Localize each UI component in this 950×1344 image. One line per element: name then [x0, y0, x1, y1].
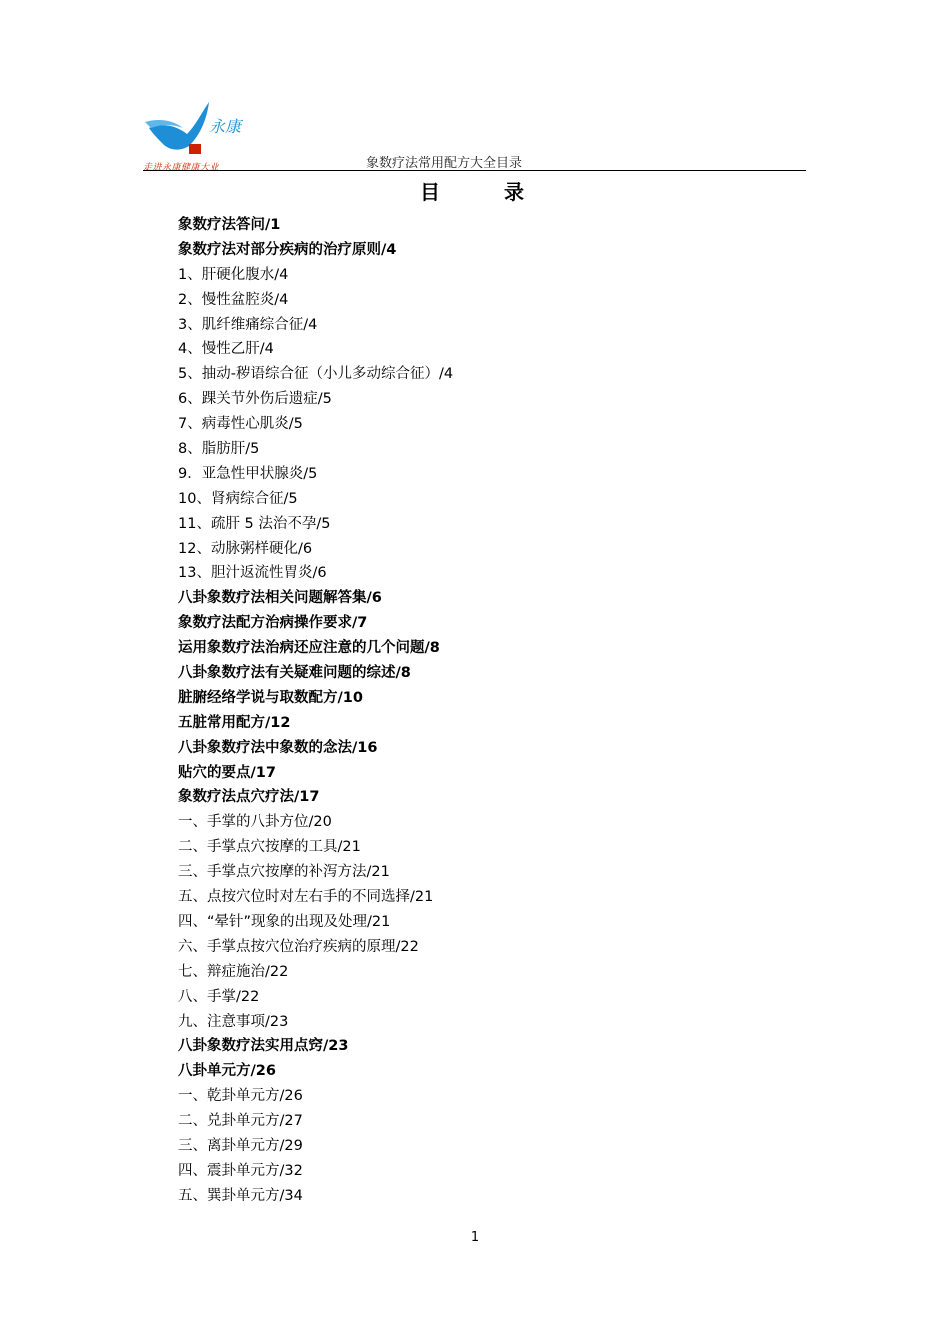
- toc-heading: [420, 176, 524, 205]
- toc-section-entry[interactable]: 八卦象数疗法实用点窍/23: [178, 1038, 349, 1055]
- toc-heading-part-2: 录: [504, 180, 524, 204]
- toc-subentry[interactable]: 七、辩症施治/22: [178, 963, 289, 980]
- toc-subentry[interactable]: 13、胆汁返流性胃炎/6: [178, 565, 327, 582]
- toc-subentry[interactable]: 一、乾卦单元方/26: [178, 1088, 303, 1105]
- toc-section-entry[interactable]: 象数疗法配方治病操作要求/7: [178, 615, 368, 632]
- toc-subentry[interactable]: 4、慢性乙肝/4: [178, 341, 274, 358]
- toc-subentry[interactable]: 六、手掌点按穴位治疗疾病的原理/22: [178, 938, 419, 955]
- toc-section-entry[interactable]: 象数疗法答问/1: [178, 217, 281, 233]
- toc-subentry[interactable]: 三、手掌点穴按摩的补泻方法/21: [178, 864, 390, 881]
- toc-subentry[interactable]: 四、震卦单元方/32: [178, 1162, 303, 1179]
- logo-calligraphy: 永康: [209, 117, 242, 136]
- toc-subentry[interactable]: 8、脂肪肝/5: [178, 441, 260, 458]
- toc-subentry[interactable]: 二、手掌点穴按摩的工具/21: [178, 839, 361, 856]
- toc-heading-part-1: 目: [420, 180, 440, 204]
- toc-subentry[interactable]: 9．亚急性甲状腺炎/5: [178, 465, 318, 482]
- toc-section-entry[interactable]: 象数疗法对部分疾病的治疗原则/4: [178, 241, 397, 258]
- toc-subentry[interactable]: 四、“晕针”现象的出现及处理/21: [178, 913, 391, 930]
- toc-subentry[interactable]: 五、巽卦单元方/34: [178, 1187, 303, 1204]
- toc-subentry[interactable]: 12、动脉粥样硬化/6: [178, 540, 313, 557]
- toc-section-entry[interactable]: 象数疗法点穴疗法/17: [178, 789, 320, 806]
- toc-subentry[interactable]: 5、抽动-秽语综合征（小儿多动综合征）/4: [178, 366, 454, 383]
- running-header-title: 象数疗法常用配方大全目录: [366, 156, 523, 171]
- toc-section-entry[interactable]: 八卦象数疗法有关疑难问题的综述/8: [178, 665, 411, 682]
- header-divider: [143, 170, 806, 171]
- toc-section-entry[interactable]: 脏腑经络学说与取数配方/10: [178, 689, 363, 706]
- toc-subentry[interactable]: 3、肌纤维痛综合征/4: [178, 316, 318, 333]
- toc-section-entry[interactable]: 五脏常用配方/12: [178, 714, 291, 731]
- toc-section-entry[interactable]: 八卦单元方/26: [178, 1063, 276, 1080]
- logo-tagline: 走进永康健康大业: [143, 163, 220, 173]
- toc-subentry[interactable]: 二、兑卦单元方/27: [178, 1113, 303, 1130]
- logo-seal: [189, 144, 201, 154]
- toc-subentry[interactable]: 6、踝关节外伤后遗症/5: [178, 391, 332, 408]
- toc-section-entry[interactable]: 八卦象数疗法相关问题解答集/6: [178, 590, 382, 607]
- toc-section-entry[interactable]: 运用象数疗法治病还应注意的几个问题/8: [178, 640, 440, 657]
- table-of-contents: [178, 213, 453, 1209]
- toc-subentry[interactable]: 八、手掌/22: [178, 988, 260, 1005]
- toc-subentry[interactable]: 一、手掌的八卦方位/20: [178, 814, 332, 831]
- toc-subentry[interactable]: 1、肝硬化腹水/4: [178, 266, 289, 283]
- toc-subentry[interactable]: 11、疏肝 5 法治不孕/5: [178, 515, 331, 532]
- page-number: 1: [470, 1230, 480, 1245]
- toc-subentry[interactable]: 10、肾病综合征/5: [178, 490, 298, 507]
- toc-subentry[interactable]: 九、注意事项/23: [178, 1013, 289, 1030]
- toc-subentry[interactable]: 7、病毒性心肌炎/5: [178, 416, 303, 433]
- toc-subentry[interactable]: 五、点按穴位时对左右手的不同选择/21: [178, 889, 434, 906]
- toc-subentry[interactable]: 三、离卦单元方/29: [178, 1137, 303, 1154]
- toc-section-entry[interactable]: 贴穴的要点/17: [178, 764, 276, 781]
- toc-section-entry[interactable]: 八卦象数疗法中象数的念法/16: [178, 739, 378, 756]
- toc-subentry[interactable]: 2、慢性盆腔炎/4: [178, 291, 289, 308]
